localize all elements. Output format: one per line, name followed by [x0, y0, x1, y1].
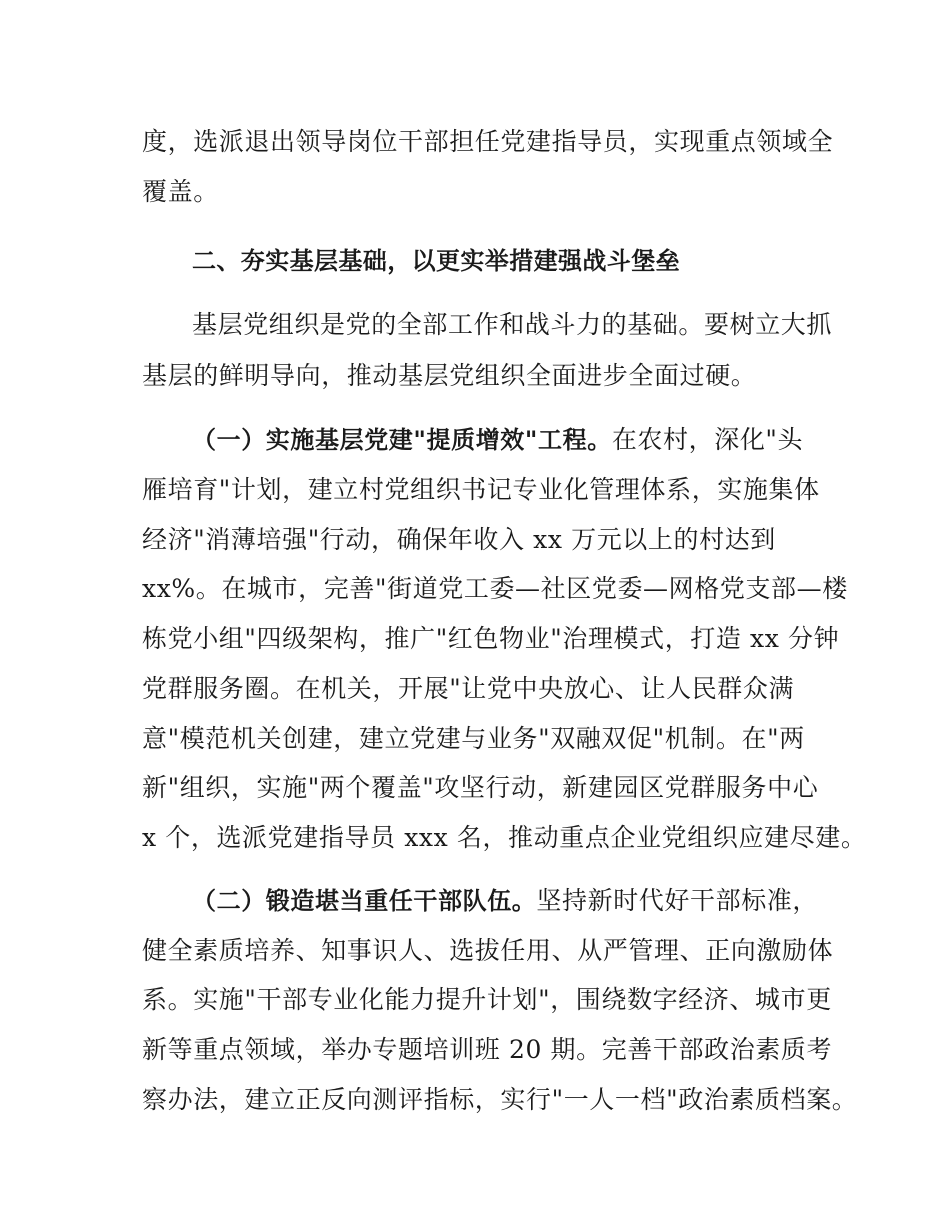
- subsection2-first-line-rest: 坚持新时代好干部标准，: [536, 886, 819, 915]
- subsection1-first-line: [192, 425, 803, 455]
- intro-line-2: 基层的鲜明导向，推动基层党组织全面进步全面过硬。: [142, 361, 757, 390]
- subsection2-first-line: [192, 886, 818, 916]
- section-heading: 二、夯实基层基础，以更实举措建强战斗堡垒: [192, 247, 680, 275]
- subsection1-title: （一）实施基层党建"提质增效"工程。: [192, 426, 612, 454]
- subsection1-line: 新"组织，实施"两个覆盖"攻坚行动，新建园区党群服务中心: [142, 773, 819, 802]
- subsection2-line: 察办法，建立正反向测评指标，实行"一人一档"政治素质档案。: [142, 1085, 858, 1114]
- subsection2-line: 新等重点领域，举办专题培训班 20 期。完善干部政治素质考: [142, 1035, 833, 1064]
- subsection1-line: xx%。在城市，完善"街道党工委—社区党委—网格党支部—楼: [142, 574, 848, 603]
- subsection1-line: 党群服务圈。在机关，开展"让党中央放心、让人民群众满: [142, 674, 795, 703]
- subsection2-line: 系。实施"干部专业化能力提升计划"，围绕数字经济、城市更: [142, 985, 832, 1014]
- subsection1-line: 雁培育"计划，建立村党组织书记专业化管理体系，实施集体: [142, 475, 820, 504]
- intro-line-1: 基层党组织是党的全部工作和战斗力的基础。要树立大抓: [192, 310, 833, 339]
- carryover-line-1: 度，选派退出领导岗位干部担任党建指导员，实现重点领域全: [142, 127, 834, 156]
- subsection1-line: 经济"消薄培强"行动，确保年收入 xx 万元以上的村达到: [142, 525, 776, 554]
- carryover-line-2: 覆盖。: [142, 177, 219, 206]
- subsection1-line: x 个，选派党建指导员 xxx 名，推动重点企业党组织应建尽建。: [142, 823, 867, 852]
- subsection1-line: 意"模范机关创建，建立党建与业务"双融双促"机制。在"两: [142, 724, 805, 753]
- subsection1-first-line-rest: 在农村，深化"头: [611, 425, 804, 454]
- subsection2-line: 健全素质培养、知事识人、选拔任用、从严管理、正向激励体: [142, 936, 834, 965]
- subsection1-line: 栋党小组"四级架构，推广"红色物业"治理模式，打造 xx 分钟: [142, 624, 840, 653]
- subsection2-title: （二）锻造堪当重任干部队伍。: [192, 887, 537, 915]
